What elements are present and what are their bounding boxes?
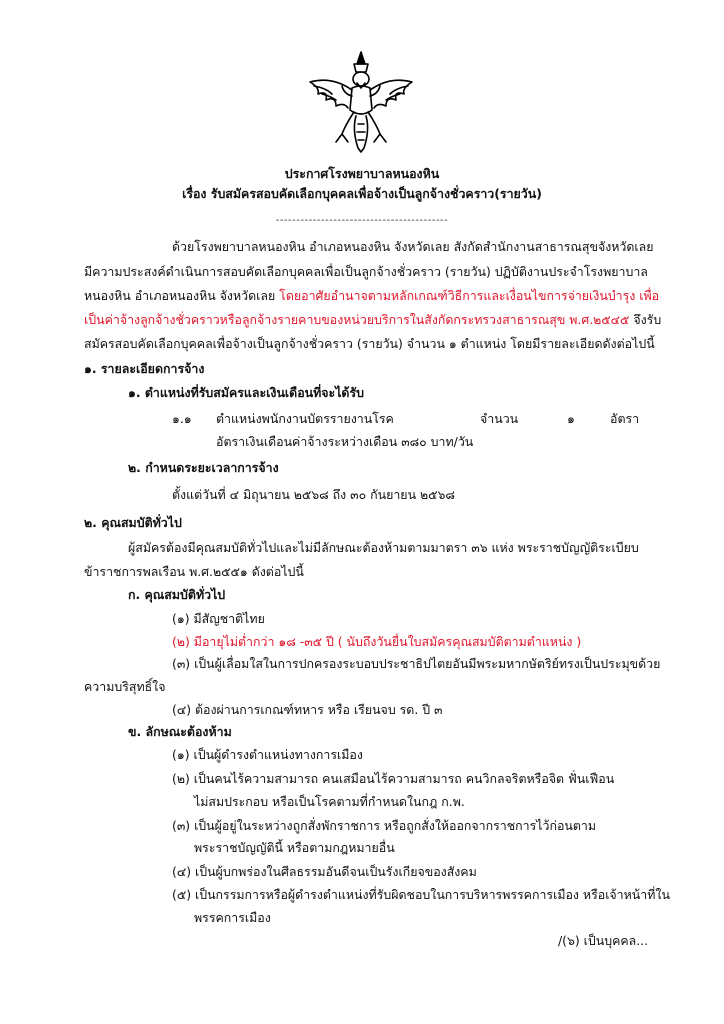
qualification-4: (๔) ต้องผ่านการเกณฑ์ทหาร หรือ เรียนจบ รด. ปี ๓ — [172, 702, 443, 717]
intro-line-2: มีความประสงค์ดำเนินการสอบคัดเลือกบุคคลเพื่อเป็นลูกจ้างชั่วคราว (รายวัน) ปฏิบัติงานประจำโรงพยาบาล — [84, 264, 648, 279]
intro-line-4 — [84, 312, 661, 328]
item-position: ตำแหน่งพนักงานบัตรรายงานโรค — [216, 411, 394, 426]
intro-line-3 — [84, 288, 659, 304]
section-1-sub-1-heading: ๑. ตำแหน่งที่รับสมัครและเงินเดือนที่จะได้รับ — [128, 385, 364, 400]
prohibition-3-line-1: (๓) เป็นผู้อยู่ในระหว่างถูกสั่งพักราชการ หรือถูกสั่งให้ออกจากราชการไว้ก่อนตาม — [172, 818, 597, 833]
item-rate-label: อัตรา — [610, 411, 640, 426]
employment-period: ตั้งแต่วันที่ ๔ มิถุนายน ๒๕๖๘ ถึง ๓๐ กันยายน ๒๕๖๘ — [172, 487, 455, 502]
item-salary: อัตราเงินเดือนค่าจ้างระหว่างเดือน ๓๘๐ บาท/วัน — [216, 434, 474, 449]
qualification-3-line-2: ความบริสุทธิ์ใจ — [84, 679, 166, 694]
intro-line-3-text: หนองหิน อำเภอหนองหิน จังหวัดเลย — [84, 288, 280, 303]
item-count: ๑ — [567, 411, 575, 426]
section-2-para-1: ผู้สมัครต้องมีคุณสมบัติทั่วไปและไม่มีลักษณะต้องห้ามตามมาตรา ๓๖ แห่ง พระราชบัญญัติระเบียบ — [128, 540, 639, 555]
prohibition-3-line-2: พระราชบัญญัตินี้ หรือตามกฎหมายอื่น — [194, 840, 395, 855]
qualification-3-line-1: (๓) เป็นผู้เลื่อมใสในการปกครองระบอบประชาธิปไตยอันมีพระมหากษัตริย์ทรงเป็นประมุขด้วย — [172, 656, 661, 671]
prohibition-4: (๔) เป็นผู้บกพร่องในศีลธรรมอันดีจนเป็นรังเกียจของสังคม — [172, 864, 477, 879]
continued-marker: /(๖) เป็นบุคคล... — [558, 933, 649, 948]
prohibition-5-line-1: (๕) เป็นกรรมการหรือผู้ดำรงตำแหน่งที่รับผิดชอบในการบริหารพรรคการเมือง หรือเจ้าหน้าที่ใน — [172, 887, 670, 902]
section-2-para-2: ข้าราชการพลเรือน พ.ศ.๒๕๕๑ ดังต่อไปนี้ — [84, 564, 304, 579]
item-number: ๑.๑ — [172, 411, 192, 426]
prohibition-2-line-1: (๒) เป็นคนไร้ความสามารถ คนเสมือนไร้ความสามารถ คนวิกลจริตหรือจิต ฟั่นเฟือน — [172, 771, 615, 786]
announcement-title: ประกาศโรงพยาบาลหนองหิน — [284, 166, 440, 181]
announcement-subject: เรื่อง รับสมัครสอบคัดเลือกบุคคลเพื่อจ้างเป็นลูกจ้างชั่วคราว(รายวัน) — [182, 186, 542, 201]
section-1-sub-2-heading: ๒. กำหนดระยะเวลาการจ้าง — [128, 460, 279, 475]
intro-line-4-highlight: เป็นค่าจ้างลูกจ้างชั่วคราวหรือลูกจ้างรายคาบของหน่วยบริการในสังกัดกระทรวงสาธารณสุข พ.ศ.๒๕๔๕ — [84, 312, 630, 327]
garuda-emblem-icon — [302, 48, 420, 154]
intro-line-1: ด้วยโรงพยาบาลหนองหิน อำเภอหนองหิน จังหวัดเลย สังกัดสำนักงานสาธารณสุขจังหวัดเลย — [172, 239, 654, 254]
sub-a-heading: ก. คุณสมบัติทั่วไป — [128, 587, 226, 602]
item-count-label: จำนวน — [480, 411, 519, 426]
intro-line-5: สมัครสอบคัดเลือกบุคคลเพื่อจ้างเป็นลูกจ้างชั่วคราว (รายวัน) จำนวน ๑ ตำแหน่ง โดยมีรายละเอียดดังต่อไปนี้ — [84, 336, 655, 351]
prohibition-1: (๑) เป็นผู้ดำรงตำแหน่งทางการเมือง — [172, 747, 363, 762]
sub-b-heading: ข. ลักษณะต้องห้าม — [128, 724, 232, 739]
intro-line-4-text: จึงรับ — [629, 312, 662, 327]
section-1-heading: ๑. รายละเอียดการจ้าง — [84, 361, 205, 376]
title-divider: ------------------------------------------ — [275, 215, 449, 226]
section-2-heading: ๒. คุณสมบัติทั่วไป — [84, 515, 182, 530]
qualification-2: (๒) มีอายุไม่ต่ำกว่า ๑๘ -๓๕ ปี ( นับถึงวันยื่นใบสมัครคุณสมบัติตามตำแหน่ง ) — [172, 634, 582, 649]
qualification-1: (๑) มีสัญชาติไทย — [172, 611, 265, 626]
prohibition-2-line-2: ไม่สมประกอบ หรือเป็นโรคตามที่กำหนดในกฎ ก.พ. — [194, 794, 465, 809]
prohibition-5-line-2: พรรคการเมือง — [194, 910, 271, 925]
intro-line-3-highlight: โดยอาศัยอำนาจตามหลักเกณฑ์วิธีการและเงื่อนไขการจ่ายเงินบำรุง เพื่อ — [279, 288, 660, 303]
